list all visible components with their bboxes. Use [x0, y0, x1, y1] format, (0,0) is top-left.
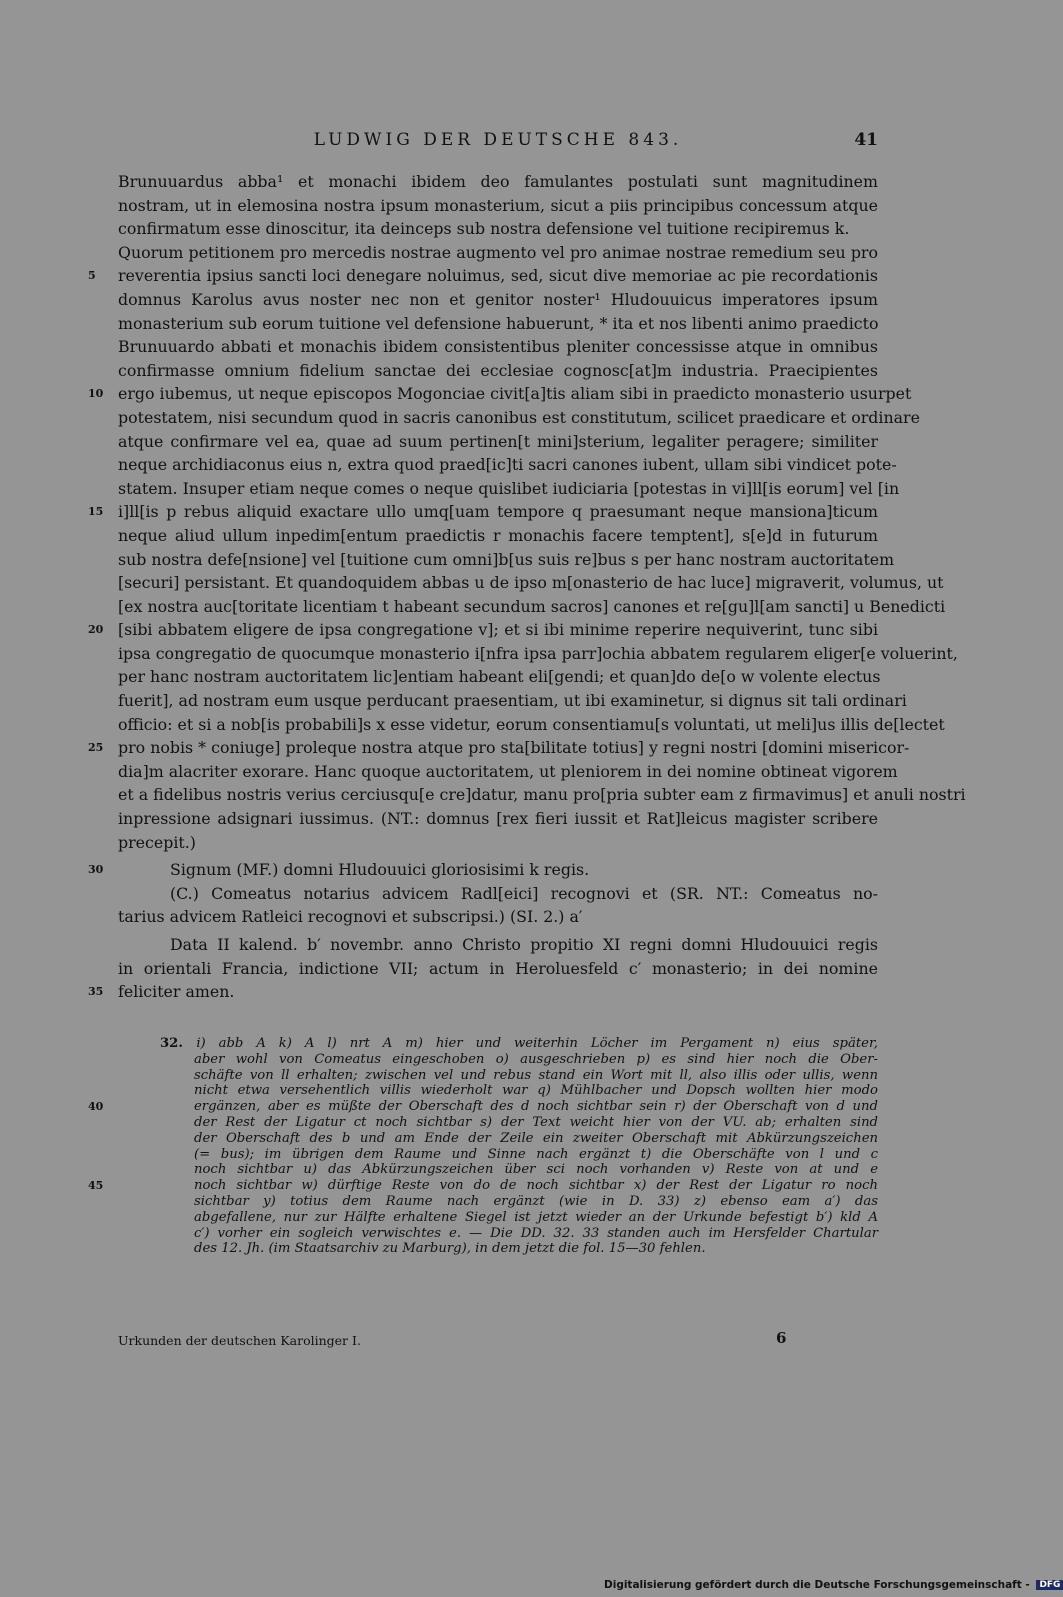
line-text: domnus Karolus avus noster nec non et genitor noster¹ Hludouuicus imperatores ipsum	[118, 289, 878, 309]
line-text: nostram, ut in elemosina nostra ipsum monasterium, sicut a piis principibus concessum atque	[118, 195, 878, 215]
line-text: neque aliud ullum inpedim[entum praedictis r monachis facere temptent], s[e]d in futurum	[118, 525, 878, 545]
line-text: [ex nostra auc[toritate licentiam t habeant secundum sacros] canones et re[gu]l[am sancti] u Benedicti	[118, 596, 946, 616]
text-line	[118, 665, 881, 689]
text-line	[118, 359, 878, 383]
text-line	[118, 571, 944, 595]
line-text: fuerit], ad nostram eum usque perducant praesentiam, ut ibi examinetur, si dignus sit tali ordinari	[118, 691, 907, 711]
text-line	[88, 382, 912, 406]
line-text: Brunuuardus abba¹ et monachi ibidem deo famulantes postulati sunt magnitudinem	[118, 172, 878, 191]
text-line	[118, 430, 878, 454]
footnotes	[88, 1036, 878, 1257]
line-number: 45	[88, 1179, 104, 1193]
text-line	[88, 858, 878, 882]
text-line	[118, 783, 966, 807]
text-line	[118, 406, 920, 430]
text-line	[118, 933, 878, 957]
running-title: LUDWIG DER DEUTSCHE 843.	[313, 130, 683, 150]
line-number: 40	[88, 1100, 104, 1114]
text-line	[118, 831, 878, 855]
line-number: 20	[88, 623, 104, 637]
line-text: confirmasse omnium fidelium sanctae dei ecclesiae cognosc[at]m industria. Praecipientes	[118, 360, 878, 380]
line-text: Quorum petitionem pro mercedis nostrae augmento vel pro animae nostrae remedium seu pro	[118, 242, 878, 262]
text-line	[118, 335, 878, 359]
footnote-line	[160, 1068, 878, 1084]
footnote-line	[160, 1210, 878, 1226]
text-line	[118, 217, 878, 241]
text-line	[118, 713, 945, 737]
footnote-line	[88, 1099, 878, 1115]
line-number: 30	[88, 863, 104, 877]
attribution-bar	[604, 1579, 1063, 1595]
footnote-line	[160, 1162, 878, 1178]
line-text: potestatem, nisi secundum quod in sacris canonibus est constitutum, scilicet praedicare et ordinare	[118, 407, 920, 427]
line-text: atque confirmare vel ea, quae ad suum pertinen[t mini]sterium, legaliter peragere; similiter	[118, 431, 878, 451]
line-text: ergo iubemus, ut neque episcopos Mogonciae civit[a]tis aliam sibi in praedicto monasterio usurpet	[118, 384, 912, 404]
text-line	[118, 548, 895, 572]
line-text: Signum (MF.) domni Hludouuici gloriosisimi k regis.	[170, 860, 590, 880]
signature-mark: 6	[776, 1329, 787, 1347]
line-text: reverentia ipsius sancti loci denegare noluimus, sed, sicut dive memoriae ac pie recordationis	[118, 266, 878, 286]
footnote-line	[160, 1036, 878, 1052]
text-line	[88, 736, 910, 760]
line-text: ipsa congregatio de quocumque monasterio i[nfra ipsa parr]ochia abbatem regularem eliger[e voluerint,	[118, 643, 958, 663]
footnote-text: der Rest der Ligatur ct noch sichtbar s) der Text weicht hier von der VU. ab; erhalten sind	[194, 1114, 878, 1130]
recognition-line: (C.) Comeatus notarius advicem Radl[eici] recognovi et (SR. NT.: Comeatus no-	[170, 883, 878, 903]
text-line	[88, 980, 878, 1004]
footnote-text: c′) vorher ein sogleich verwischtes e. — Die DD. 32. 33 standen auch im Hersfelder Chartular	[194, 1225, 878, 1241]
footnote-text: (= bus); im übrigen dem Raume und Sinne nach ergänzt t) die Oberschäfte von l und c	[194, 1146, 878, 1162]
line-text: confirmatum esse dinoscitur, ita deinceps sub nostra defensione vel tuitione recipiremus k.	[118, 219, 850, 239]
line-number: 5	[88, 269, 96, 283]
line-text: i]ll[is p rebus aliquid exactare ullo umq[uam tempore q praesumant neque mansiona]ticum	[118, 502, 878, 522]
footnote-text: schäfte von ll erhalten; zwischen vel und rebus stand ein Wort mit ll, also illis oder ullis, wenn	[194, 1067, 878, 1083]
footnote-text: noch sichtbar u) das Abkürzungszeichen über sci noch vorhanden v) Reste von at und e	[194, 1162, 878, 1178]
footnote-number: 32.	[160, 1036, 197, 1051]
line-text: monasterium sub eorum tuitione vel defensione habuerunt, * ita et nos libenti animo praedicto	[118, 313, 879, 333]
charter-text	[88, 170, 966, 1004]
footnote-line	[160, 1052, 878, 1068]
footnote-text: der Oberschaft des b und am Ende der Zeile ein zweiter Oberschaft mit Abkürzungszeichen	[194, 1130, 878, 1146]
text-line	[118, 689, 907, 713]
text-line	[118, 807, 878, 831]
footnote-text: i) abb A k) A l) nrt A m) hier und weiterhin Löcher im Pergament n) eius später,	[196, 1036, 878, 1051]
line-number: 10	[88, 387, 104, 401]
footnote-line	[160, 1083, 878, 1099]
series-title: Urkunden der deutschen Karolinger I.	[118, 1333, 361, 1348]
line-text: dia]m alacriter exorare. Hanc quoque auctoritatem, ut pleniorem in dei nomine obtineat vigorem	[118, 761, 898, 781]
dfg-logo: DFG	[1036, 1580, 1063, 1590]
text-line	[118, 524, 878, 548]
text-line	[118, 642, 958, 666]
footnote-text: noch sichtbar w) dürftige Reste von do de noch sichtbar x) der Rest der Ligatur ro noch	[194, 1178, 878, 1194]
text-line	[118, 288, 878, 312]
footnote-text: nicht etwa versehentlich villis wiederholt war q) Mühlbacher und Dopsch wollten hier modo	[194, 1083, 878, 1099]
footnote-line	[160, 1226, 878, 1242]
line-text: inpressione adsignari iussimus. (NT.: domnus [rex fieri iussit et Rat]leicus magister scribere	[118, 809, 878, 829]
footnote-text: aber wohl von Comeatus eingeschoben o) ausgeschrieben p) es sind hier noch die Ober-	[194, 1051, 878, 1067]
footnote-line	[160, 1147, 878, 1163]
line-text: in orientali Francia, indictione VII; actum in Heroluesfeld c′ monasterio; in dei nomine	[118, 958, 878, 978]
text-line	[118, 312, 878, 336]
recognition-line: tarius advicem Ratleici recognovi et subscripsi.) (SI. 2.) a′	[118, 907, 583, 927]
page-number: 41	[854, 130, 878, 150]
line-text: neque archidiaconus eius n, extra quod praed[ic]ti sacri canones iubent, ullam sibi vindicet pote-	[118, 455, 897, 475]
footnote-line	[160, 1115, 878, 1131]
footnote-text: abgefallene, nur zur Hälfte erhaltene Siegel ist jetzt wieder an der Urkunde befestigt b′) kld A	[194, 1209, 878, 1225]
line-text: [securi] persistant. Et quandoquidem abbas u de ipso m[onasterio de hac luce] migraverit, volumus, ut	[118, 573, 944, 593]
text-line	[118, 760, 898, 784]
text-line	[118, 194, 878, 218]
text-line	[88, 264, 878, 288]
footnote-line	[160, 1194, 878, 1210]
line-number: 25	[88, 741, 104, 755]
footnote-text: ergänzen, aber es müßte der Oberschaft des d noch sichtbar sein r) der Oberschaft von d und	[194, 1099, 878, 1115]
line-text: feliciter amen.	[118, 982, 235, 1002]
line-text: pro nobis * coniuge] proleque nostra atque pro sta[bilitate totius] y regni nostri [domini misericor-	[118, 738, 910, 758]
footnote-line	[160, 1131, 878, 1147]
text-line	[118, 453, 897, 477]
line-text: officio: et si a nob[is probabili]s x esse videtur, eorum consentiamu[s voluntati, ut meli]us illis de[lectet	[118, 714, 945, 734]
line-text: et a fidelibus nostris verius cerciusqu[e cre]datur, manu pro[pria subter eam z firmavimus] et anuli nostri	[118, 785, 966, 805]
line-text: [sibi abbatem eligere de ipsa congregatione v]; et si ibi minime reperire nequiverint, tunc sibi	[118, 620, 878, 640]
text-line	[118, 957, 878, 981]
footnote-text: des 12. Jh. (im Staatsarchiv zu Marburg), in dem jetzt die fol. 15—30 fehlen.	[194, 1241, 706, 1257]
line-text: Data II kalend. b′ novembr. anno Christo propitio XI regni domni Hludouuici regis	[170, 935, 878, 954]
text-line	[118, 170, 878, 194]
text-line	[118, 477, 900, 501]
line-text: Brunuuardo abbati et monachis ibidem consistentibus pleniter concessisse atque in omnibus	[118, 337, 878, 357]
footnote-text: sichtbar y) totius dem Raume nach ergänzt (wie in D. 33) z) ebenso eam a′) das	[194, 1193, 878, 1209]
page-header	[118, 128, 878, 158]
text-line	[88, 618, 878, 642]
line-text: per hanc nostram auctoritatem lic]entiam habeant eli[gendi; et quan]do de[o w volente electus	[118, 667, 881, 687]
text-line	[88, 500, 878, 524]
line-text: statem. Insuper etiam neque comes o neque quislibet iudiciaria [potestas in vi]ll[is eorum] vel [in	[118, 478, 900, 498]
footnote-line	[160, 1241, 878, 1257]
line-text: sub nostra defe[nsione] vel [tuitione cum omni]b[us suis re]bus s per hanc nostram auctoritatem	[118, 549, 895, 569]
line-number: 35	[88, 985, 104, 999]
line-text: precepit.)	[118, 832, 196, 852]
text-line	[118, 241, 878, 265]
footnote-line	[88, 1178, 878, 1194]
attribution-text: Digitalisierung gefördert durch die Deutsche Forschungsgemeinschaft -	[604, 1579, 1030, 1591]
text-line	[118, 595, 946, 619]
line-number: 15	[88, 505, 104, 519]
